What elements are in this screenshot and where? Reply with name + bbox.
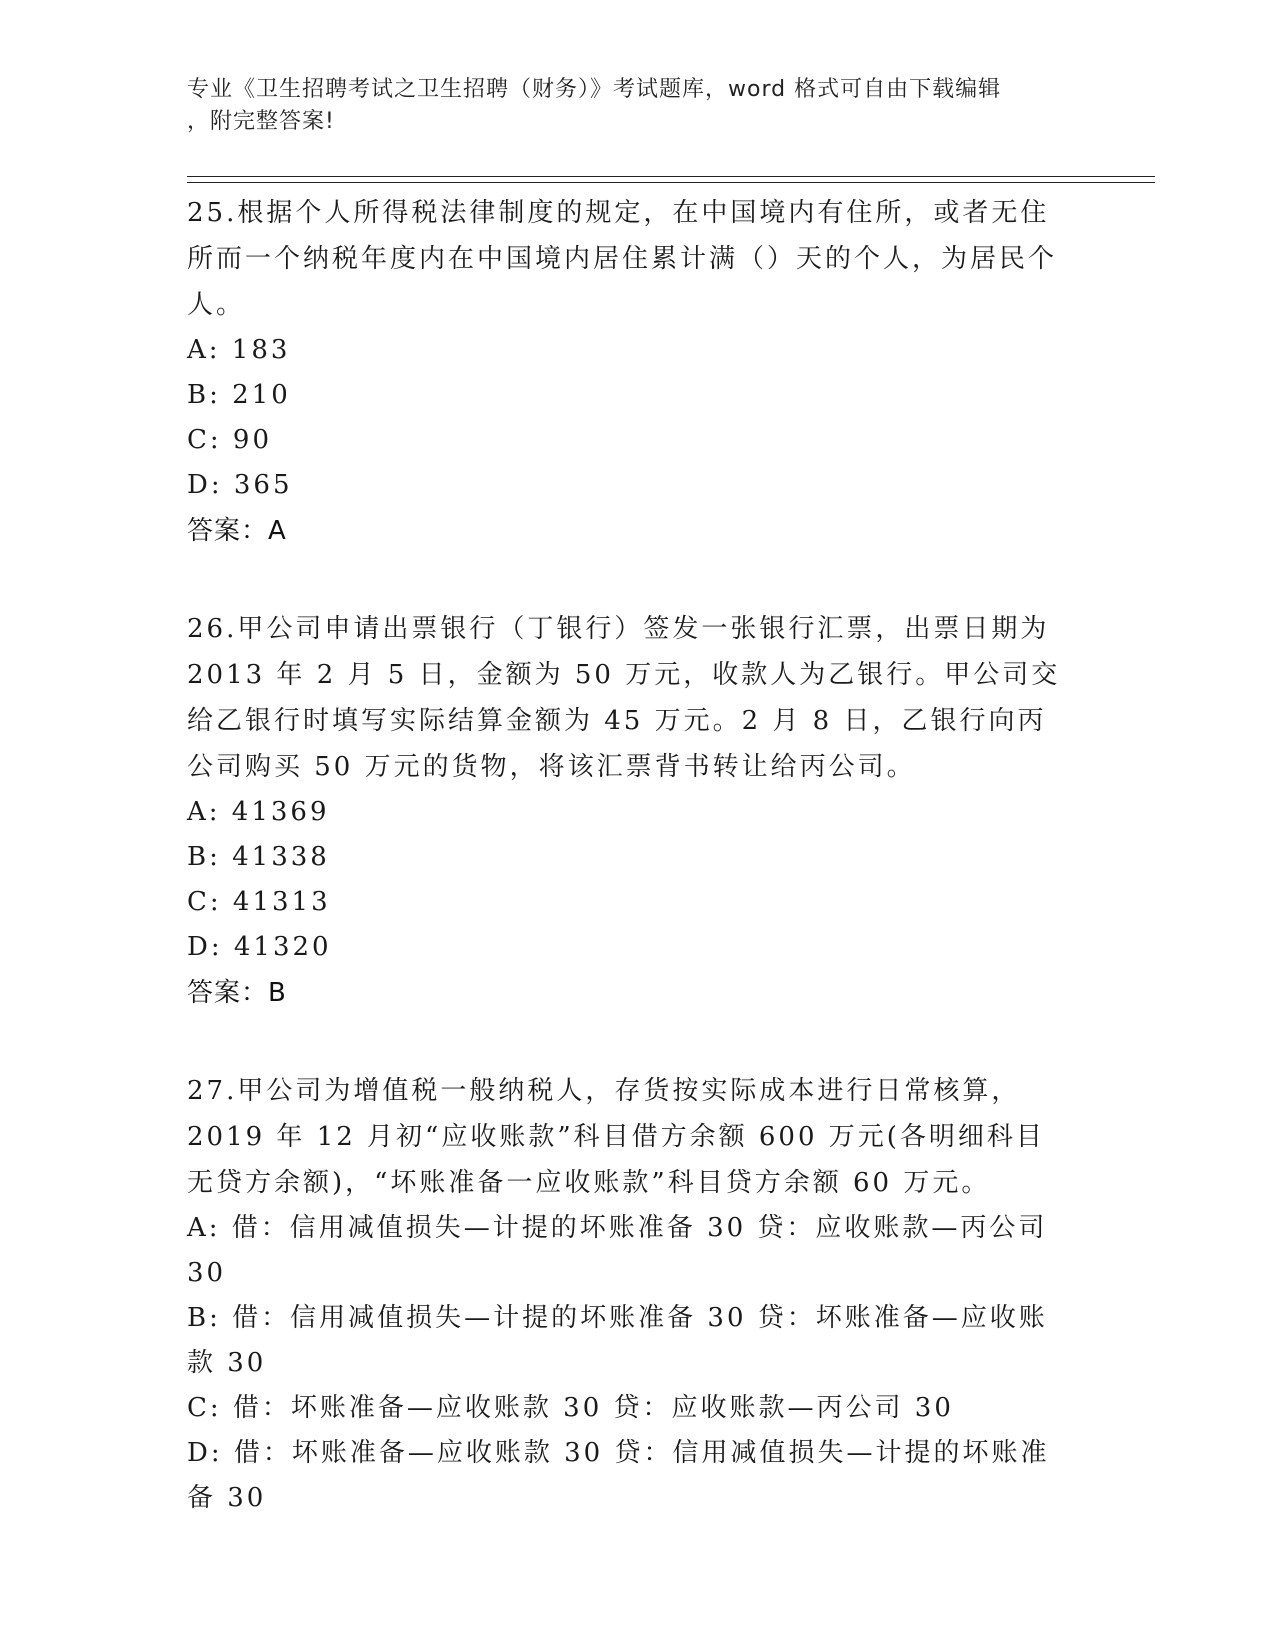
question-26 bbox=[187, 606, 1067, 1016]
question-27 bbox=[187, 1068, 1067, 1521]
option-c: C: 借：坏账准备—应收账款 30 贷：应收账款—丙公司 30 bbox=[187, 1393, 954, 1423]
option-b: B: 210 bbox=[187, 380, 291, 410]
option-d: D: 365 bbox=[187, 470, 293, 500]
question-stem: 25.根据个人所得税法律制度的规定，在中国境内有住所，或者无住所而一个纳税年度内在中国境内居住累计满（）天的个人，为居民个人。 bbox=[187, 198, 1058, 320]
question-stem: 26.甲公司申请出票银行（丁银行）签发一张银行汇票，出票日期为 2013 年 2 月 5 日，金额为 50 万元，收款人为乙银行。甲公司交给乙银行时填写实际结算金额为 45 万元。2 月 8 日，乙银行向丙公司购买 50 万元的货物，将该汇票背书转让给丙公司。 bbox=[187, 614, 1061, 782]
header-rule-top bbox=[187, 176, 1155, 177]
header-line-2: ，附完整答案! bbox=[187, 109, 335, 134]
option-b: B: 41338 bbox=[187, 842, 330, 872]
option-c: C: 41313 bbox=[187, 887, 331, 917]
option-b: B: 借：信用减值损失—计提的坏账准备 30 贷：坏账准备—应收账款 30 bbox=[187, 1303, 1048, 1378]
option-a: A: 41369 bbox=[187, 797, 330, 827]
answer: 答案：A bbox=[187, 516, 287, 546]
option-a: A: 183 bbox=[187, 335, 291, 365]
question-25 bbox=[187, 190, 1067, 554]
page-header bbox=[187, 74, 1087, 138]
option-d: D: 借：坏账准备—应收账款 30 贷：信用减值损失—计提的坏账准备 30 bbox=[187, 1438, 1050, 1513]
header-rule-bottom bbox=[187, 182, 1155, 183]
answer: 答案：B bbox=[187, 978, 287, 1008]
option-d: D: 41320 bbox=[187, 932, 332, 962]
option-a: A: 借：信用减值损失—计提的坏账准备 30 贷：应收账款—丙公司 30 bbox=[187, 1213, 1048, 1288]
option-c: C: 90 bbox=[187, 425, 273, 455]
header-line-1: 专业《卫生招聘考试之卫生招聘（财务）》考试题库，word 格式可自由下载编辑 bbox=[187, 77, 1002, 102]
question-stem: 27.甲公司为增值税一般纳税人，存货按实际成本进行日常核算，2019 年 12 月初“应收账款”科目借方余额 600 万元(各明细科目无贷方余额)，“坏账准备一应收账款”科目贷方余额 60 万元。 bbox=[187, 1076, 1045, 1198]
question-list bbox=[187, 190, 1067, 1573]
